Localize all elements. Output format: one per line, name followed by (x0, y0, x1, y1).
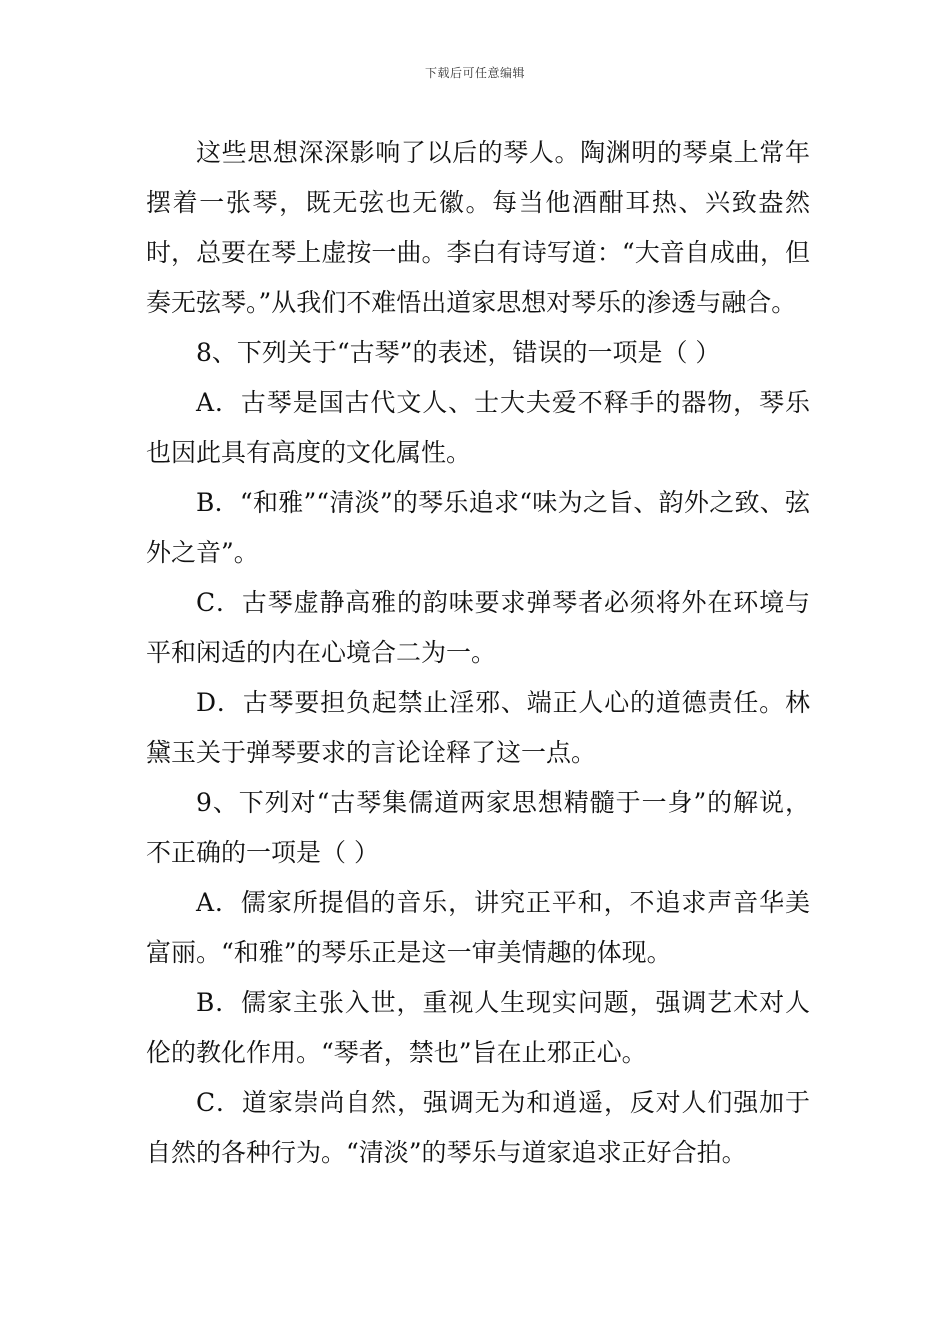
document-body (146, 128, 810, 1178)
paragraph-daoist-influence: 这些思想深深影响了以后的琴人。陶渊明的琴桌上常年摆着一张琴，既无弦也无徽。每当他酒酣耳热、兴致盎然时，总要在琴上虚按一曲。李白有诗写道：“大音自成曲，但奏无弦琴。”从我们不难悟出道家思想对琴乐的渗透与融合。 (146, 138, 810, 317)
question-9-option-c: C．道家崇尚自然，强调无为和逍遥，反对人们强加于自然的各种行为。“清淡”的琴乐与道家追求正好合拍。 (146, 1088, 810, 1167)
question-8-stem: 8、下列关于“古琴”的表述，错误的一项是（ ） (196, 338, 721, 367)
question-8-option-c: C．古琴虚静高雅的韵味要求弹琴者必须将外在环境与平和闲适的内在心境合二为一。 (146, 588, 810, 667)
question-8-option-b: B．“和雅”“清淡”的琴乐追求“味为之旨、韵外之致、弦外之音”。 (146, 488, 810, 567)
question-9-option-b: B．儒家主张入世，重视人生现实问题，强调艺术对人伦的教化作用。“琴者，禁也”旨在止邪正心。 (146, 988, 810, 1067)
question-9-stem: 9、下列对“古琴集儒道两家思想精髓于一身”的解说，不正确的一项是（ ） (146, 788, 810, 867)
question-8-option-a: A．古琴是国古代文人、士大夫爱不释手的器物，琴乐也因此具有高度的文化属性。 (146, 388, 810, 467)
question-9-option-a: A．儒家所提倡的音乐，讲究正平和，不追求声音华美富丽。“和雅”的琴乐正是这一审美情趣的体现。 (146, 888, 810, 967)
page-header-note: 下载后可任意编辑 (424, 66, 525, 80)
question-8-option-d: D．古琴要担负起禁止淫邪、端正人心的道德责任。林黛玉关于弹琴要求的言论诠释了这一点。 (146, 688, 810, 767)
